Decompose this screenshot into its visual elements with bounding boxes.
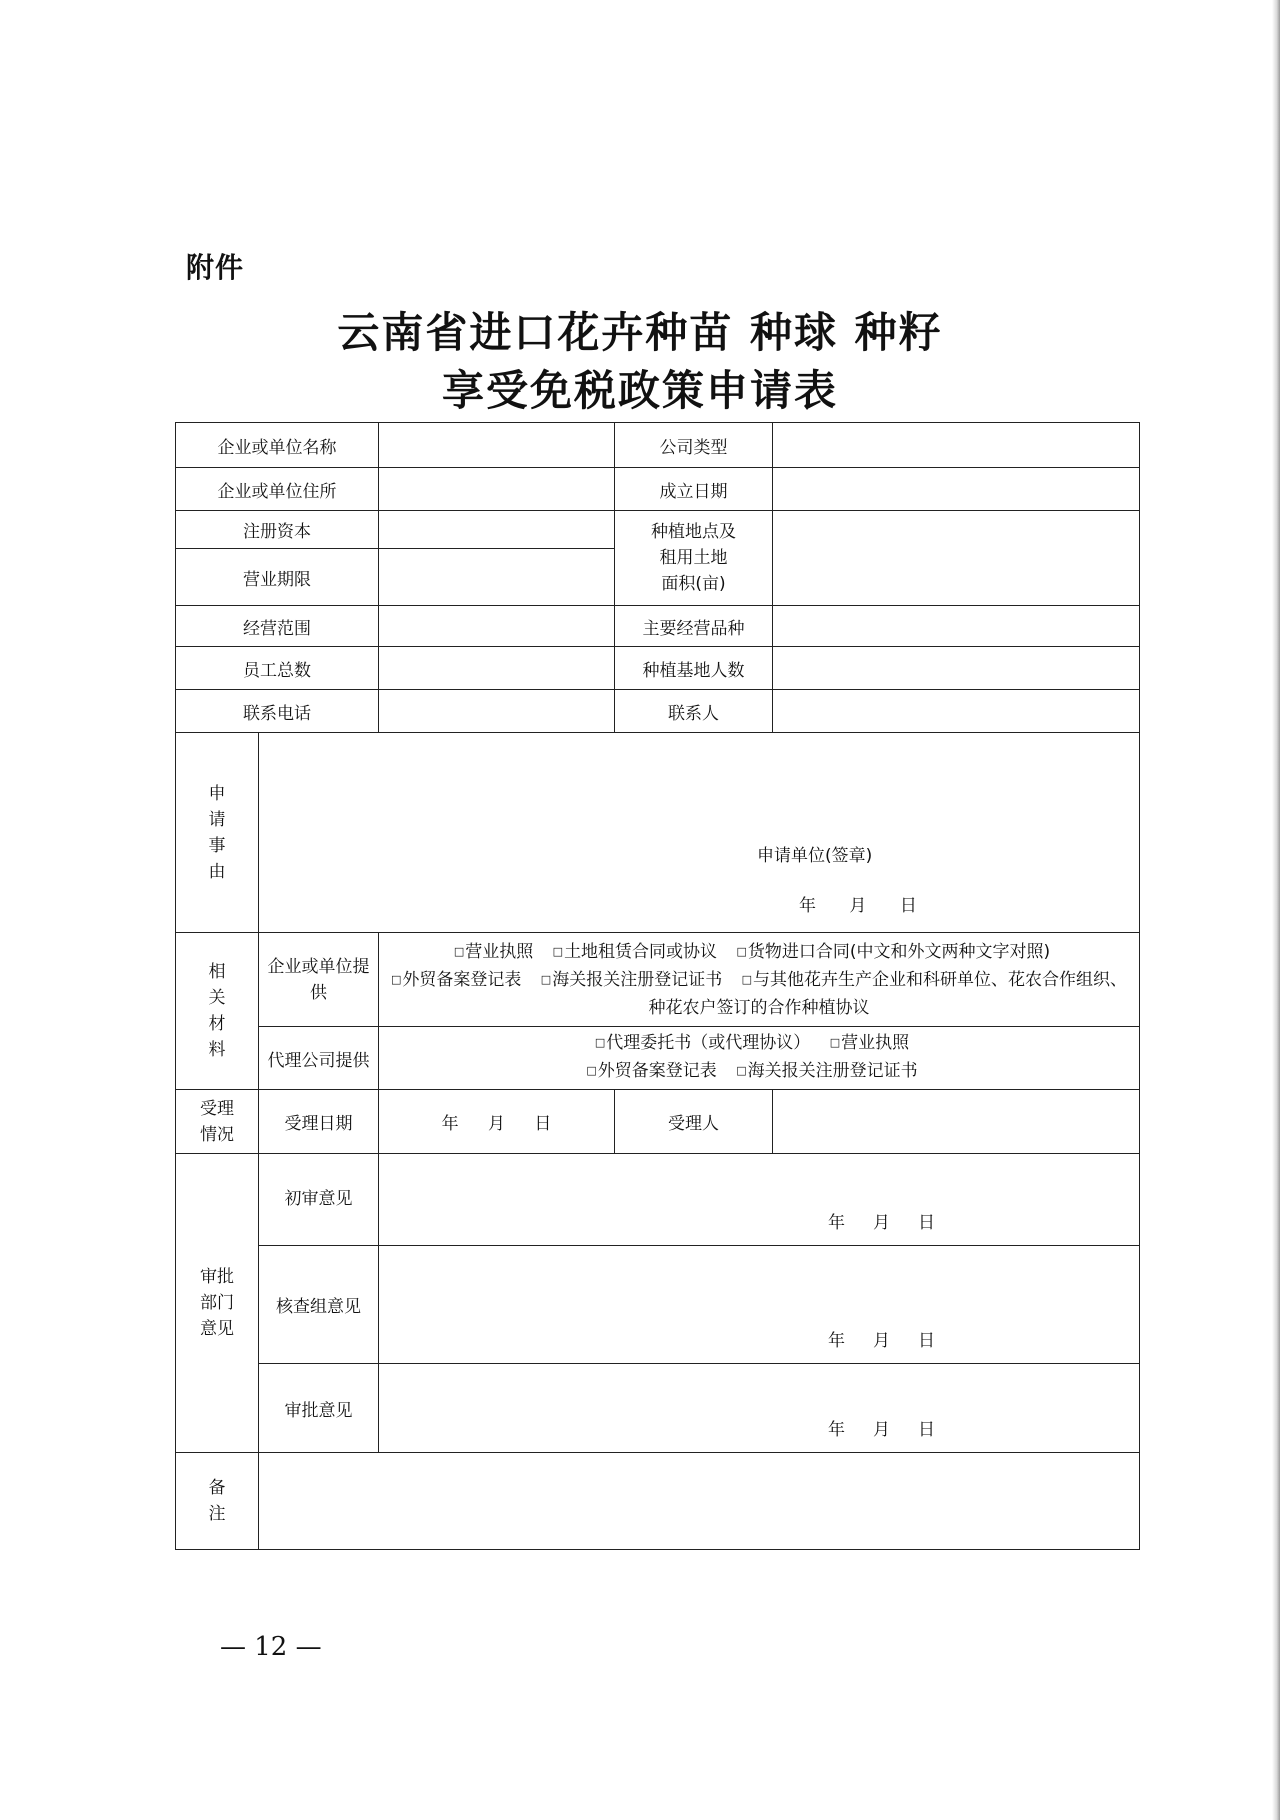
acceptance-date-year: 年 bbox=[441, 1114, 459, 1134]
application-reason-char-1: 申 bbox=[208, 783, 226, 804]
checkbox-land-lease[interactable]: □ bbox=[552, 944, 564, 958]
checkbox-customs-registration[interactable]: □ bbox=[540, 972, 552, 986]
remarks-field[interactable] bbox=[259, 1453, 1140, 1550]
application-date-month: 月 bbox=[849, 896, 867, 916]
application-reason-char-4: 由 bbox=[208, 861, 226, 882]
form-title-line-1: 云南省进口花卉种苗 种球 种籽 bbox=[337, 308, 943, 357]
planting-location-line-2: 租用土地 bbox=[659, 548, 728, 568]
employee-count-field[interactable] bbox=[379, 647, 615, 690]
acceptance-label-line-1: 受理 bbox=[200, 1098, 234, 1119]
company-type-label: 公司类型 bbox=[615, 423, 773, 468]
initial-review-label: 初审意见 bbox=[259, 1154, 379, 1246]
application-date-day: 日 bbox=[899, 896, 917, 916]
agent-provide-label: 代理公司提供 bbox=[259, 1027, 379, 1090]
material-cooperation-agreement: 与其他花卉生产企业和科研单位、花农合作组织、种花农户签订的合作种植协议 bbox=[648, 969, 1128, 1018]
materials-char-3: 材 bbox=[208, 1014, 226, 1034]
checkbox-business-license[interactable]: □ bbox=[453, 944, 465, 958]
acceptor-label: 受理人 bbox=[615, 1090, 773, 1154]
approval-opinion-field[interactable] bbox=[379, 1364, 1140, 1453]
phone-field[interactable] bbox=[379, 690, 615, 733]
checkbox-agent-business-license[interactable]: □ bbox=[829, 1036, 841, 1049]
form-title-line-2: 享受免税政策申请表 bbox=[441, 366, 838, 415]
initial-review-day: 日 bbox=[918, 1213, 935, 1233]
approval-opinion-date bbox=[814, 1415, 949, 1440]
verification-month: 月 bbox=[873, 1331, 890, 1351]
material-land-lease: 土地租赁合同或协议 bbox=[564, 941, 718, 962]
company-name-field[interactable] bbox=[379, 423, 615, 468]
checkbox-agent-foreign-trade-record[interactable]: □ bbox=[586, 1064, 597, 1077]
material-agent-customs-registration: 海关报关注册登记证书 bbox=[747, 1061, 918, 1081]
remarks-char-2: 注 bbox=[208, 1504, 226, 1524]
application-date bbox=[799, 891, 917, 916]
initial-review-date bbox=[814, 1208, 949, 1233]
acceptance-label-line-2: 情况 bbox=[200, 1124, 234, 1145]
acceptance-date-label: 受理日期 bbox=[259, 1090, 379, 1154]
verification-day: 日 bbox=[918, 1331, 935, 1351]
checkbox-foreign-trade-record[interactable]: □ bbox=[390, 972, 402, 986]
checkbox-cooperation-agreement[interactable]: □ bbox=[741, 972, 753, 986]
material-foreign-trade-record: 外贸备案登记表 bbox=[402, 969, 522, 990]
remarks-label bbox=[176, 1453, 259, 1550]
company-provide-label: 企业或单位提供 bbox=[259, 933, 379, 1027]
approval-opinion-label: 审批意见 bbox=[259, 1364, 379, 1453]
approval-dept-line-2: 部门 bbox=[200, 1293, 234, 1313]
registered-capital-field[interactable] bbox=[379, 511, 615, 549]
checkbox-agent-authorization[interactable]: □ bbox=[594, 1036, 606, 1049]
acceptance-label bbox=[176, 1090, 259, 1154]
material-agent-authorization: 代理委托书（或代理协议） bbox=[606, 1033, 811, 1053]
materials-char-2: 关 bbox=[208, 988, 226, 1008]
application-date-year: 年 bbox=[799, 896, 816, 916]
company-materials-list bbox=[379, 933, 1140, 1027]
application-reason-char-3: 事 bbox=[208, 835, 226, 856]
approval-dept-line-1: 审批 bbox=[200, 1267, 234, 1287]
registered-capital-label: 注册资本 bbox=[176, 511, 379, 549]
material-agent-business-license: 营业执照 bbox=[841, 1033, 910, 1053]
initial-review-year: 年 bbox=[828, 1213, 845, 1233]
attachment-label: 附件 bbox=[186, 251, 245, 284]
material-import-contract: 货物进口合同(中文和外文两种文字对照) bbox=[747, 941, 1051, 962]
materials-char-4: 料 bbox=[208, 1040, 226, 1060]
planting-location-line-1: 种植地点及 bbox=[651, 522, 736, 542]
verification-year: 年 bbox=[828, 1331, 845, 1351]
applicant-signature-label: 申请单位(签章) bbox=[757, 846, 873, 866]
established-date-label: 成立日期 bbox=[615, 468, 773, 511]
verification-opinion-field[interactable] bbox=[379, 1246, 1140, 1364]
business-scope-field[interactable] bbox=[379, 606, 615, 647]
approval-dept-label bbox=[176, 1154, 259, 1453]
checkbox-agent-customs-registration[interactable]: □ bbox=[736, 1064, 747, 1077]
planting-location-field[interactable] bbox=[773, 511, 1140, 606]
verification-opinion-date bbox=[814, 1326, 949, 1351]
material-agent-foreign-trade-record: 外贸备案登记表 bbox=[597, 1061, 717, 1081]
material-business-license: 营业执照 bbox=[465, 941, 534, 962]
acceptor-field[interactable] bbox=[773, 1090, 1140, 1154]
contact-person-field[interactable] bbox=[773, 690, 1140, 733]
planting-location-line-3: 面积(亩) bbox=[661, 574, 726, 594]
business-term-field[interactable] bbox=[379, 549, 615, 606]
acceptance-date-day: 日 bbox=[534, 1114, 552, 1134]
materials-char-1: 相 bbox=[208, 962, 226, 982]
base-staff-count-label: 种植基地人数 bbox=[615, 647, 773, 690]
initial-review-field[interactable] bbox=[379, 1154, 1140, 1246]
business-scope-label: 经营范围 bbox=[176, 606, 379, 647]
approval-year: 年 bbox=[828, 1420, 845, 1440]
approval-day: 日 bbox=[918, 1420, 935, 1440]
phone-label: 联系电话 bbox=[176, 690, 379, 733]
agent-materials-list bbox=[379, 1027, 1140, 1090]
business-term-label: 营业期限 bbox=[176, 549, 379, 606]
company-type-field[interactable] bbox=[773, 423, 1140, 468]
initial-review-month: 月 bbox=[873, 1213, 890, 1233]
application-reason-char-2: 请 bbox=[208, 809, 226, 830]
company-name-label: 企业或单位名称 bbox=[176, 423, 379, 468]
planting-location-label bbox=[615, 511, 773, 606]
material-customs-registration: 海关报关注册登记证书 bbox=[552, 969, 723, 990]
scan-page-edge bbox=[1272, 0, 1280, 1820]
employee-count-label: 员工总数 bbox=[176, 647, 379, 690]
remarks-char-1: 备 bbox=[208, 1478, 226, 1498]
page-number: — 12 — bbox=[220, 1632, 322, 1662]
materials-label bbox=[176, 933, 259, 1090]
application-form-table bbox=[175, 422, 1140, 1550]
main-varieties-label: 主要经营品种 bbox=[615, 606, 773, 647]
approval-dept-line-3: 意见 bbox=[200, 1319, 234, 1339]
company-address-field[interactable] bbox=[379, 468, 615, 511]
approval-month: 月 bbox=[873, 1420, 890, 1440]
established-date-field[interactable] bbox=[773, 468, 1140, 511]
base-staff-count-field[interactable] bbox=[773, 647, 1140, 690]
acceptance-date-month: 月 bbox=[488, 1114, 505, 1134]
main-varieties-field[interactable] bbox=[773, 606, 1140, 647]
application-reason-label bbox=[176, 733, 259, 933]
checkbox-import-contract[interactable]: □ bbox=[736, 944, 747, 958]
company-address-label: 企业或单位住所 bbox=[176, 468, 379, 511]
acceptance-date-field[interactable] bbox=[379, 1090, 615, 1154]
contact-person-label: 联系人 bbox=[615, 690, 773, 733]
verification-opinion-label: 核查组意见 bbox=[259, 1246, 379, 1364]
application-reason-field[interactable] bbox=[259, 733, 1140, 933]
